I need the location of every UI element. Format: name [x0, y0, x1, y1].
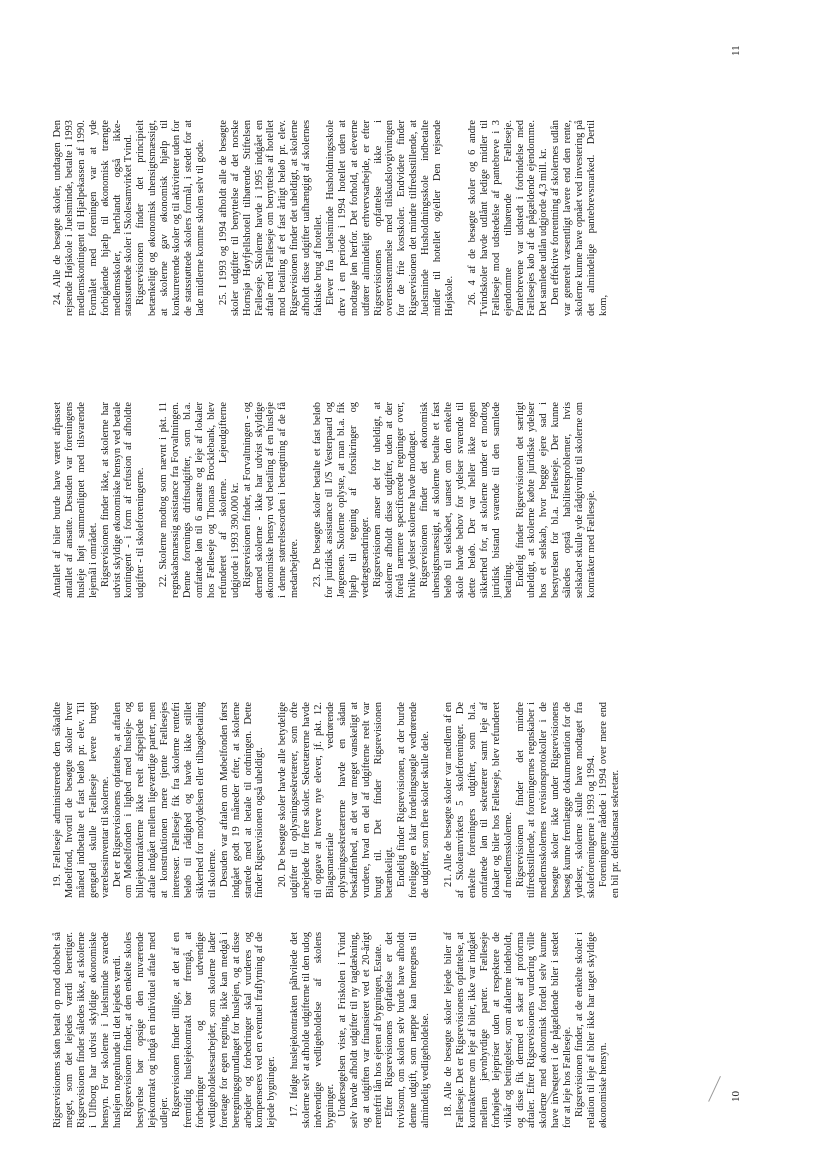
paragraph: 18. Alle de besøgte skoler lejede biler af Fælleseje. Det er Rigsrevisionens opfattelse, at kontrakterne om leje af biler, ikke var indgået mellem jævnbyrdige parter. Fælleseje forhøjede lejepriser uden at respektere de vilkår og betingelser, som aftalerne indeholdt, og disse fik dermed et skær af proforma aftaler. Efter Rigsrevisionens vurdering ville skolerne med økonomisk fordel selv kunne have investeret i de pågældende biler i stedet for at leje hos Fælleseje. — [443, 932, 574, 1128]
paragraph: Rigsrevisionen finder, at Forvaltningen - og dermed skolerne - ikke har udvist skyldige økonomiske hensyn ved betaling af en husleje i denne størrelsesorden i betragtning af de få medarbejdere. — [241, 402, 301, 598]
paragraph: Den effektive forrentning af skolernes udlån var generelt væsentligt lavere end den rente, skolerne kunne have opnået ved investering på det almindelige pantebrevsmarked. Dertil kom, — [550, 120, 609, 316]
page-number-right: 11 — [730, 45, 742, 56]
paragraph: Rigsrevisionen finder det mindre tilfredsstillende, at foreningernes regnskaber i medlemsskolernes revisionsprotokoller i de besøgte skoler ikke under Rigsrevisionens besøg kunne fremlægge dokumentation for de ydelser, skolerne skulle have modtaget fra skoleforeningerne i 1993 og 1994. — [514, 702, 597, 898]
paragraph: 17. Ifølge huslejekontrakten påhvilede det skolerne selv at afholde udgifterne til den udog indvendige vedligeholdelse af skolens bygninger. — [289, 932, 336, 1128]
paragraph: Antallet af biler burde have været afpasset antallet af ansatte. Desuden var foreningens husleje højt sammenlignet med tilsvarende lejemål i området. — [52, 402, 99, 598]
paragraph: 23. De besøgte skoler betalte et fast beløb for juridisk assistance til I/S Vesterpaard og Jørgensen. Skolerne oplyste, at man bl.a. fik hjælp til tegning af forsikringer og vedtægtsændringer. — [312, 402, 371, 598]
paragraph: Rigsrevisionen finder ikke, at skolerne har udvist skyldige økonomiske hensyn ved betale kontingent - i form af refusion af afholdte udgifter - til skoleforeningerne. — [99, 402, 147, 598]
paragraph: Rigsrevisionens skøn betalt op mod dobbelt så meget, som det lejedes værdi berettiger. Rigsrevisionen finder således ikke, at skolerne i Ulfborg har udvist skyldige økonomiske hensyn. For skolerne i Juelsminde svarede huslejen nogenlunde til det lejedes værdi. — [52, 932, 123, 1128]
paragraph: Rigsrevisionen finder det principielt betænkeligt og økonomisk uhensigtsmæssigt, at skolerne gav økonomisk hjælp til konkurrerende skoler og til aktiviteter uden for de statsstøttede skolers formål, i stedet for at lade midlerne komme skolen selv til gode. — [135, 120, 206, 316]
paragraph: Elever fra Juelsminde Husholdningsskole drev i en periode i 1994 hotellet uden at modtage løn herfor. Det forhold, at eleverne udfører almindeligt erhvervsarbejde, er efter Rigsrevisionens opfattelse ikke i overensstemmelse med tilskudslovgivningen for de frie kostskoler. Endvidere finder Rigsrevisionen det mindre tilfredsstillende, at Juelsminde Husholdningsskole indbetalte midler til hotellet og/eller Den rejsende Højskole. — [324, 120, 455, 316]
paragraph: 25. I 1993 og 1994 afholdt alle de besøgte skoler udgifter til benyttelse af det norske Hornsjø Høyfjellshotell tilhørende Stiftelsen Fælleseje. Skolerne havde i 1995 indgået en aftale med Fælleseje om benyttelse af hotellet mod betaling af et fast årligt beløb pr. elev. Rigsrevisionen finder det uheldigt, at skolerne afholdt disse udgifter uafhængigt af skolernes faktiske brug af hotellet. — [217, 120, 325, 316]
paragraph: 24. Alle de besøgte skoler, undtagen Den rejsende Højskole i Juelsminde, betalte i 1993 medlemskontingent til Hjælpekassen af 1990. Formålet med foreningen var at yde forbigående hjælp til økonomisk trængte medlemsskoler, herblandt også ikke-statsstøttede skoler i Skolesamvirket Tvind. — [52, 120, 135, 316]
text-column-3 — [52, 402, 598, 598]
paragraph: 19. Fælleseje administrerede den såkaldte Møbelfond, hvortil de besøgte skoler hver måned indbetalte et fast beløb pr. elev. Til gengæld skulle Fælleseje levere brugt værelsesinventar til skolerne. — [52, 702, 111, 898]
paragraph: 21. Alle de besøgte skoler var medlem af en af Skoleamvirkets 5 skoleforeninger. De enkelte foreningers udgifter, som bl.a. omfattede løn til sekretærer samt leje af lokaler og biler hos Fælleseje, blev refunderet af medlemsskolerne. — [443, 702, 514, 898]
page-number-left: 10 — [730, 1091, 742, 1102]
paragraph: Rigsrevisionen finder det økonomisk uhensigtsmæssigt, at skolerne betalte et fast beløb til selskabet, uanset om den enkelte skole havde behov for ydelser svarende til dette beløb. Der var heller ikke nogen sikkerhed for, at skolerne under et modtog juridisk bistand svarende til den samlede betaling. — [419, 402, 514, 598]
paragraph: Det er Rigsrevisionens opfattelse, at aftalen om Møbelfonden i lighed med husleje- og billejekontrakterne ikke reelt afspejlede en aftale indgået mellem ligeværdige parter, men at konstruktionen mere tjente Fællesejes interesser. Fælleseje fik fra skolerne rentefri beløb til rådighed og havde ikke stillet sikkerhed for modydelsen eller tilbagebetaling til skolerne. — [111, 702, 218, 898]
paragraph: Rigsrevisionen finder tillige, at det af en fremtidig huslejekontrakt bør fremgå, at forbedringer og udvendige vedligeholdelsesarbejder, som skolerne lader foretage for egen regning, ikke kan medgå i beregningsgrundlaget for huslejen, og at disse arbejder og forbedringer skal vurderes og kompenseres ved en eventuel fraflytning af de lejede bygninger. — [171, 932, 278, 1128]
paragraph: 22. Skolerne modtog som nævnt i pkt. 11 regnskabsmæssig assistance fra Forvaltningen. Denne forenings driftsudgifter, som bl.a. omfattede løn til 6 ansatte og leje af lokaler hos Fælleseje og Thomas Brocklebank, blev refunderet af skolerne. Lejeudgifterne udgjorde i 1993 390.000 kr. — [158, 402, 241, 598]
text-column-1 — [52, 932, 610, 1128]
paragraph: Desuden var aftalen om Møbelfonden først indgået godt 19 måneder efter, at skolerne startede med at betale til ordningen. Dette finder Rigsrevisionen også uheldigt. — [218, 702, 266, 898]
document-spread — [14, 14, 814, 1154]
paragraph: Rigsrevisionen finder, at den enkelte skoles bestyrelse bør opsige den nuværende lejekontrakt og indgå en individuel aftale med udlejer. — [123, 932, 171, 1128]
paragraph: 26. 4 af de besøgte skoler og 6 andre Tvindskoler havde udlånt ledige midler til Fælleseje mod udstedelse af pantebreve i 3 ejendomme tilhørende Fælleseje. Pantebrevene var udstedt i forbindelse med Fællesejes køb af de pågældende ejendomme. Det samlede udlån udgjorde 4,3 mill. kr. — [466, 120, 550, 316]
paragraph: 20. De besøgte skoler havde alle betydelige udgifter til oplysningssekretærer, som ofte arbejdede for flere skoler. Sekretærerne havde til opgave at hverve nye elever, jf. pkt. 12. Bilagsmateriale vedrørende oplysningssekretærerne havde en sådan beskaffenhed, at det var meget vanskeligt at vurdere, hvad en del af udgifterne reelt var brugt til. Det finder Rigsrevisionen betænkeligt. — [277, 702, 396, 898]
paragraph: Foreningerne rådede i 1994 over mere end en bil pr. deltidsansat sekretær. — [597, 702, 621, 898]
paragraph: Efter Rigsrevisionens opfattelse er det tvivlsomt, om skolen selv burde have afholdt denne udgift, som næppe kan henregnes til almindelig vedligeholdelse. — [384, 932, 432, 1128]
text-column-4 — [52, 120, 610, 316]
paragraph: Rigsrevisionen finder, at de enkelte skoler i relation til leje af biler ikke har taget skyldige økonomiske hensyn. — [574, 932, 609, 1128]
paragraph: Endelig finder Rigsrevisionen, at der burde foreligge en klar fordelingsnøgle vedrørende de udgifter, som flere skoler skulle dele. — [396, 702, 432, 898]
text-column-2 — [52, 702, 622, 898]
paragraph: Undersøgelsen viste, at Friskolen i Tvind selv havde afholdt udgifter til ny tagdækning, og at udgiften var finansieret ved et 20-årigt rentefrit lån hos ejeren af bygningen, Estate. — [336, 932, 384, 1128]
paragraph: Rigsrevisionen anser det for uheldigt, at skolerne afholdt disse udgifter, uden at der forelå nærmere specificerede regninger over, hvilke ydelser skolerne havde modtaget. — [371, 402, 419, 598]
paragraph: Endelig finder Rigsrevisionen det særligt uheldigt, at skolerne købte juridiske ydelser hos et selskab, hvor begge ejere sad i bestyrelsen for bl.a. Fælleseje. Der kunne således opstå habilitetsproblemer, hvis selskabet skulle yde rådgivning til skolerne om kontrakter med Fælleseje. — [514, 402, 597, 598]
